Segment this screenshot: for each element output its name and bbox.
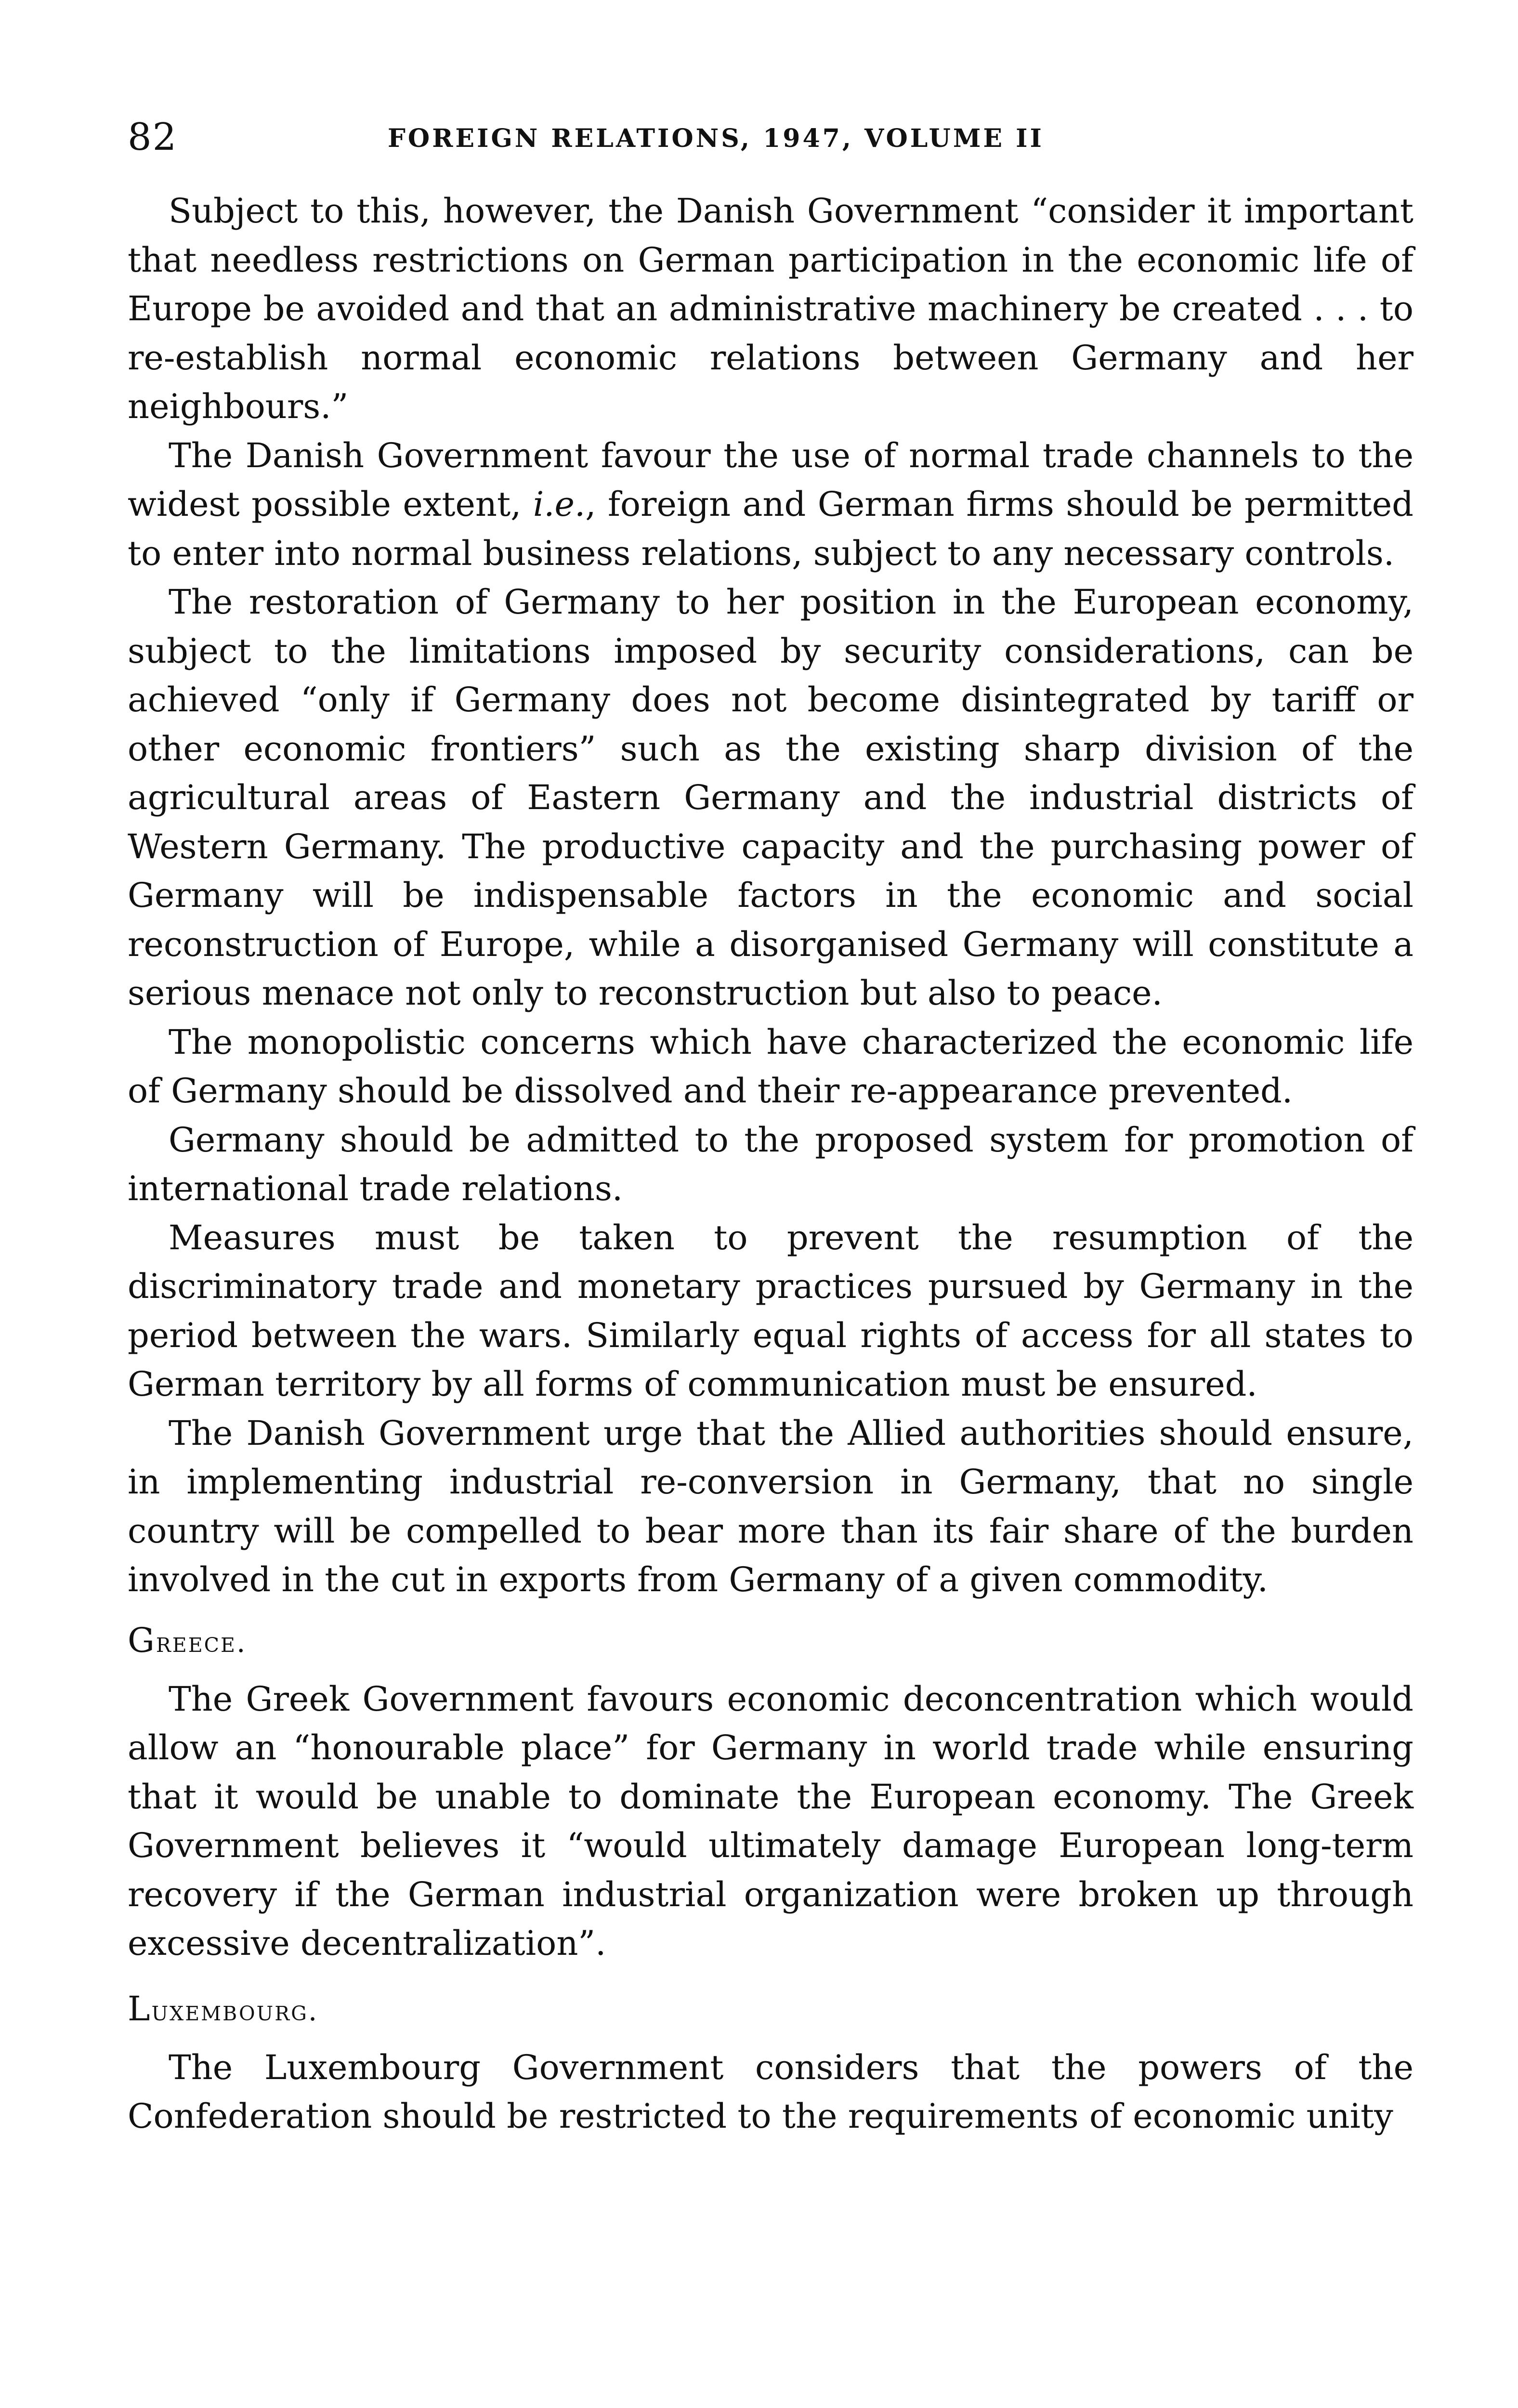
body-text <box>128 187 1413 2141</box>
paragraph-danish-trade-channels <box>128 432 1413 578</box>
ie-abbreviation: i.e. <box>533 484 586 524</box>
section-spacer <box>128 1968 1413 1973</box>
paragraph-industrial-reconversion: The Danish Government urge that the Allied authorities should ensure, in implementing industrial re-conversion in Germany, that no single country will be compelled to bear more than its fair share of the burden involved in the cut in exports from Germany of a given commodity. <box>128 1413 1413 1599</box>
paragraph-greece: The Greek Government favours economic deconcentration which would allow an “honourable place” for Germany in world trade while ensuring that it would be unable to dominate the European economy. The Greek Government believes it “would ultimately damage European long-term recovery if the German industrial organization were broken up through excessive decentralization”. <box>128 1679 1413 1963</box>
paragraph-danish-trade-channels-start: The Danish Government favour the use of normal trade channels to the widest possible extent, <box>128 435 1413 524</box>
page-header <box>128 111 1413 164</box>
section-heading-luxembourg: Luxembourg. <box>128 1989 319 2028</box>
page-number: 82 <box>128 116 178 159</box>
paragraph-discriminatory-practices: Measures must be taken to prevent the resumption of the discriminatory trade and monetary practices pursued by Germany in the period between the wars. Similarly equal rights of access for all states to German territory by all forms of communication must be ensured. <box>128 1217 1413 1404</box>
paragraph-monopolistic-concerns: The monopolistic concerns which have characterized the economic life of Germany should be dissolved and their re-appearance prevented. <box>128 1022 1413 1111</box>
paragraph-danish-trade-channels-end: , foreign and German firms should be permitted to enter into normal business relations, subject to any necessary controls. <box>128 484 1413 573</box>
paragraph-restoration-of-germany: The restoration of Germany to her position in the European economy, subject to the limitations imposed by security considerations, can be achieved “only if Germany does not become disintegrated by tariff or other economic frontiers” such as the existing sharp division of the agricultural areas of Eastern Germany and the industrial districts of Western Germany. The productive capacity and the purchasing power of Germany will be indispensable factors in the economic and social reconstruction of Europe, while a disorganised Germany will constitute a serious menace not only to reconstruction but also to peace. <box>128 582 1413 1013</box>
running-head: FOREIGN RELATIONS, 1947, VOLUME II <box>388 124 1044 153</box>
paragraph-international-trade: Germany should be admitted to the proposed system for promotion of international trade relations. <box>128 1120 1413 1208</box>
paragraph-danish-restrictions: Subject to this, however, the Danish Government “consider it important that needless restrictions on German participation in the economic life of Europe be avoided and that an administrative machinery be created . . . to re-establish normal economic relations between Germany and her neighbours.” <box>128 191 1413 426</box>
paragraph-luxembourg: The Luxembourg Government considers that the powers of the Confederation should be restricted to the requirements of economic unity <box>128 2047 1413 2136</box>
section-heading-greece: Greece. <box>128 1620 247 1660</box>
document-page <box>128 111 1413 2141</box>
